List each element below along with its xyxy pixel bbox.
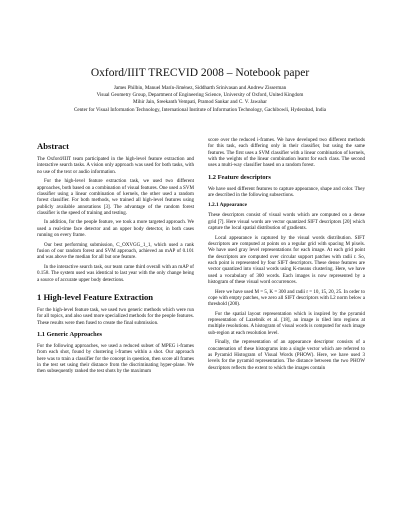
body-paragraph: For the high-level feature task, we used two generic methods which were run for all topics, and also used more specialized methods for the people features. These results were then fused to create the final submission. [37,306,194,326]
affiliation-line: Center for Visual Information Technology, International Institute of Information Technology, Gachibowli, Hyderabad, India [73,106,327,113]
section-heading: 1 High-level Feature Extraction [37,291,154,302]
abstract-paragraph: For the high-level feature extraction task, we used two different approaches, both based on a combination of visual features. One used a SVM classifier using a linear combination of kernels, the other used a random forest classifier. For both methods, we trained all high-level features using publicly available annotations [3]. The advantage of the random forest classifier is the speed of training and testing. [37,178,194,216]
body-paragraph: These descriptors consist of visual words which are computed on a dense grid [7]. Here visual words are vector quantized SIFT descriptors [20] which capture the local spatial distribution of gradients. [208,212,365,232]
right-column [208,137,365,374]
abstract-paragraph: In addition, for the people feature, we took a more targeted approach. We used a real-time face detector and an upper body detector, in both cases running on every frame. [37,219,194,239]
author-block [0,85,400,114]
body-paragraph: For the spatial layout representation which is inspired by the pyramid representation of Lazebnik et al. [18], an image is tiled into regions at multiple resolutions. A histogram of visual words is computed for each image sub-region at each resolution level. [208,310,365,336]
body-paragraph: Local appearance is captured by the visual words distribution. SIFT descriptors are computed at points on a regular grid with spacing M pixels. We have used gray level representations for each image. At each grid point the descriptors are computed over circular support patches with radii r. So, each point is represented by four SIFT descriptors. These dense features are vector quantized into visual words using K-means clustering. Here, we have used a vocabulary of 300 words. Each images is now represented by a histogram of these visual word occurrences. [208,234,365,286]
left-column [37,137,194,378]
body-paragraph: score over the reduced i-frames. We have developed two different methods for this task, each differing only in their classifier, but using the same features. The first uses a SVM classifier with a linear combination of kernels, with the weights of the linear combination learnt for each class. The second uses a multi-way classifier based on a random forest. [208,137,365,169]
abstract-heading: Abstract [37,141,69,151]
abstract-paragraph: The Oxford/IIIT team participated in the high-level feature extraction and interactive search tasks. A vision only approach was used for both tasks, with no use of the text or audio information. [37,156,194,175]
author-line: James Philbin, Manuel Marín-Jiménez, Siddharth Srinivasan and Andrew Zisserman [113,85,287,91]
subsubsection-heading: 1.2.1 Appearance [208,202,247,209]
subsection-heading: 1.2 Feature descriptors [208,173,271,181]
body-paragraph: Here we have used M = 5, K = 300 and radii r = 10, 15, 20, 25. In order to cope with empty patches, we zero all SIFT descriptors with L2 norm below a threshold (200). [208,288,365,308]
body-paragraph: We have used different features to capture appearance, shape and color. They are described in the following subsections. [208,185,365,199]
abstract-paragraph: Our best performing submission, C_OXVGG_1_1, which used a rank fusion of our random forest and SVM approach, achieved an mAP of 0.101 and was above the median for all but one feature. [37,241,194,261]
subsection-heading: 1.1 Generic Approaches [37,330,103,338]
body-paragraph: Finally, the representation of an appearance descriptor consists of a concatenation of these histograms into a single vector which are referred to as Pyramid Histogram of Visual Words (PHOW). Here, we have used 3 levels for the pyramid representation. The distance between the two PHOW descriptors reflects the extent to which the images contain [208,339,365,371]
body-paragraph: For the following approaches, we used a reduced subset of MPEG i-frames from each shot, found by clustering i-frames within a shot. Our approach here was to train a classifier for the concept in question, then score all frames in the test set using their distance from the discriminating hyper-plane. We then subsequently ranked the test shots by the maximum [37,342,194,375]
affiliation-line: Visual Geometry Group, Department of Engineering Science, University of Oxford, United Kingdom [96,92,304,99]
abstract-paragraph: In the interactive search task, our team came third overall with an mAP of 0.158. The system used was identical to last year with the only change being a source of accurate upper body detections. [37,263,194,283]
paper-title: Oxford/IIIT TRECVID 2008 – Notebook paper [90,67,310,79]
author-line: Mihir Jain, Sreekanth Vempati, Pramod Sankar and C. V. Jawahar [133,99,267,106]
